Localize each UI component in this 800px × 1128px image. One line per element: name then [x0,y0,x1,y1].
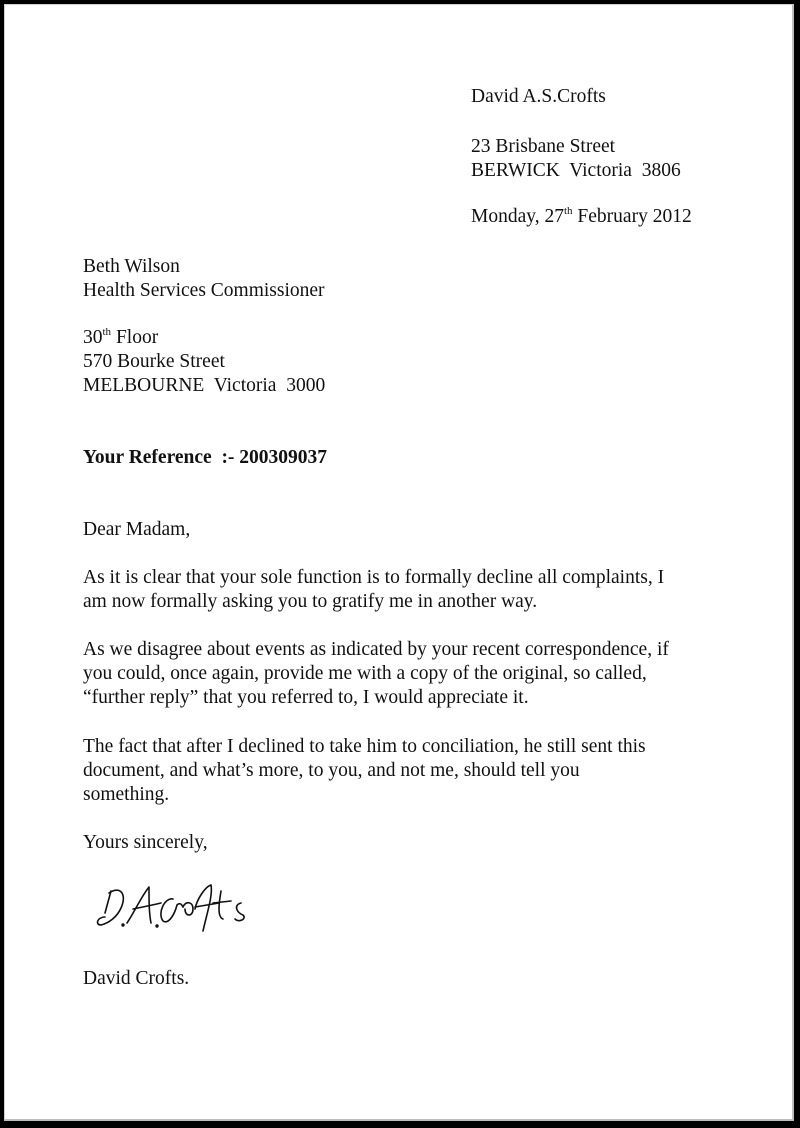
closing: Yours sincerely, [83,832,208,853]
paragraph-3-line-2: document, and what’s more, to you, and not me, should tell you [83,760,580,781]
signed-name: David Crofts. [83,968,190,989]
date-ordinal: th [563,204,573,217]
recipient-street: 570 Bourke Street [83,351,225,372]
paragraph-2-line-1: As we disagree about events as indicated by your recent correspondence, if [83,639,669,660]
sender-name: David A.S.Crofts [471,86,606,107]
paragraph-1-line-2: am now formally asking you to gratify me in another way. [83,591,538,612]
paragraph-2-line-2: you could, once again, provide me with a copy of the original, so called, [83,663,647,684]
paragraph-3-line-1: The fact that after I declined to take him to conciliation, he still sent this [83,736,646,757]
sender-street: 23 Brisbane Street [471,136,616,157]
reference-line: Your Reference :- 200309037 [83,447,328,468]
recipient-floor [83,326,158,350]
salutation: Dear Madam, [83,519,191,540]
date-day: Monday, 27 [471,206,564,227]
recipient-title: Health Services Commissioner [83,280,325,301]
floor-label: Floor [111,327,159,348]
floor-number: 30 [83,327,103,348]
paragraph-1-line-1: As it is clear that your sole function is to formally decline all complaints, I [83,567,665,588]
date-month-year: February 2012 [572,206,692,227]
handwritten-signature [91,873,291,943]
recipient-city: MELBOURNE Victoria 3000 [83,375,326,396]
paragraph-2-line-3: “further reply” that you referred to, I would appreciate it. [83,687,529,708]
letter-page [4,4,794,1121]
recipient-name: Beth Wilson [83,256,180,277]
paragraph-3-line-3: something. [83,784,170,805]
sender-city: BERWICK Victoria 3806 [471,160,681,181]
letter-date [471,205,692,229]
floor-ordinal: th [102,325,112,338]
